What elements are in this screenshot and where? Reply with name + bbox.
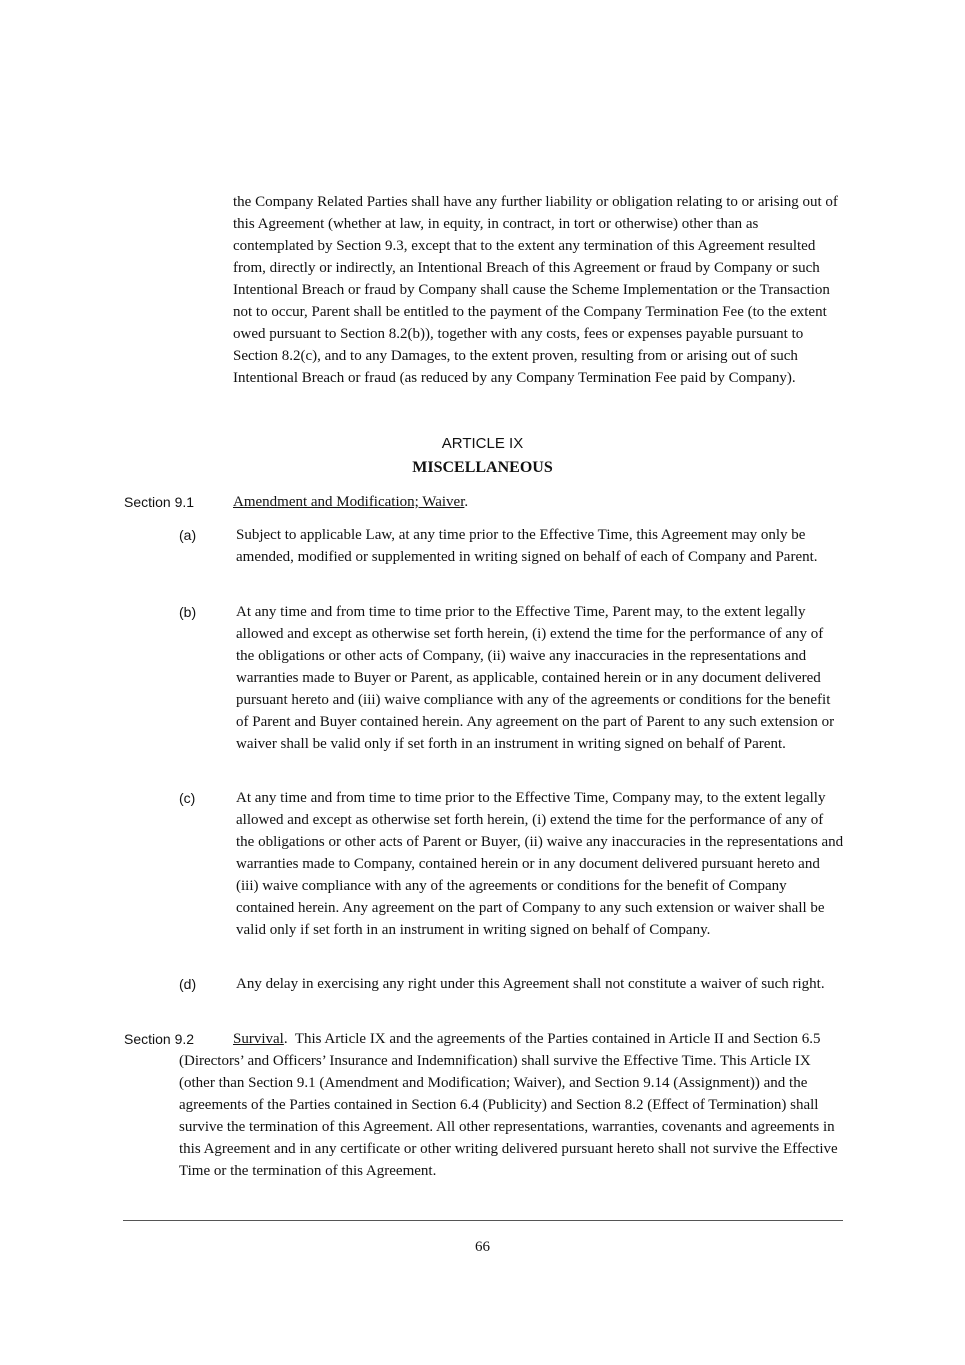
item-d-letter: (d) xyxy=(179,976,197,992)
section-9-1-heading-period: . xyxy=(464,494,469,510)
article-number: ARTICLE IX xyxy=(441,435,524,452)
article-title: MISCELLANEOUS xyxy=(412,459,553,476)
item-c-letter: (c) xyxy=(179,790,196,806)
section-9-2-paragraph xyxy=(179,1028,844,1182)
intro-paragraph: the Company Related Parties shall have any further liability or obligation relating to or arising out of this Agreement (whether at law, in equity, in contract, in tort or otherwise) other than as contemplated by Section 9.3, except that to the extent any termination of this Agreement resulted from, directly or indirectly, an Intentional Breach of this Agreement or fraud by Company or such Intentional Breach or fraud by Company shall cause the Scheme Implementation or the Transaction not to occur, Parent shall be entitled to the payment of the Company Termination Fee (to the extent owed pursuant to Section 8.2(b)), together with any costs, fees or expenses payable pursuant to Section 8.2(c), and to any Damages, to the extent proven, resulting from or arising out of such Intentional Breach or fraud (as reduced by any Company Termination Fee paid by Company). xyxy=(233,194,838,386)
footer-divider xyxy=(123,1220,843,1221)
section-9-2-label: Section 9.2 xyxy=(124,1031,195,1047)
item-c-text: At any time and from time to time prior to the Effective Time, Company may, to the extent legally allowed and except as otherwise set forth herein, (i) extend the time for the performance of any of the obligations or other acts of Parent or Buyer, (ii) waive any inaccuracies in the representations and warranties made to Company, contained herein or in any document delivered pursuant hereto and (iii) waive compliance with any of the agreements or conditions for the benefit of Company contained herein. Any agreement on the part of Company to any such extension or waiver shall be valid only if set forth in an instrument in writing signed on behalf of Company. xyxy=(236,790,844,938)
section-9-1-label: Section 9.1 xyxy=(124,494,195,510)
item-a-letter: (a) xyxy=(179,527,197,543)
section-9-1-heading xyxy=(233,491,468,513)
item-a-text: Subject to applicable Law, at any time prior to the Effective Time, this Agreement may only be amended, modified or supplemented in writing signed on behalf of each of Company and Parent. xyxy=(236,527,818,565)
section-9-2-text: This Article IX and the agreements of the Parties contained in Article II and Section 6.5 (Directors’ and Officers’ Insurance and Indemnification) shall survive the Effective Time. This Article IX (other than Section 9.1 (Amendment and Modification; Waiver), and Section 9.14 (Assignment)) and the agreements of the Parties contained in Section 6.4 (Publicity) and Section 8.2 (Effect of Termination) shall survive the termination of this Agreement. All other representations, warranties, covenants and agreements in this Agreement and in any certificate or other writing delivered pursuant hereto shall not survive the Effective Time or the termination of this Agreement. xyxy=(179,1031,838,1179)
item-d-text: Any delay in exercising any right under this Agreement shall not constitute a waiver of such right. xyxy=(236,976,825,992)
section-9-2-heading: Survival xyxy=(233,1031,284,1047)
item-b-text: At any time and from time to time prior to the Effective Time, Parent may, to the extent legally allowed and except as otherwise set forth herein, (i) extend the time for the performance of any of the obligations or other acts of Company, (ii) waive any inaccuracies in the representations and warranties made to Buyer or Parent, as applicable, contained herein or in any document delivered pursuant hereto and (iii) waive compliance with any of the agreements or conditions for the benefit of Parent and Buyer contained herein. Any agreement on the part of Parent to any such extension or waiver shall be valid only if set forth in an instrument in writing signed on behalf of Parent. xyxy=(236,604,835,752)
section-9-1-heading-text: Amendment and Modification; Waiver xyxy=(233,494,465,510)
item-b-letter: (b) xyxy=(179,604,197,620)
section-9-2-heading-period: . xyxy=(283,1031,288,1047)
page-number: 66 xyxy=(475,1239,490,1255)
